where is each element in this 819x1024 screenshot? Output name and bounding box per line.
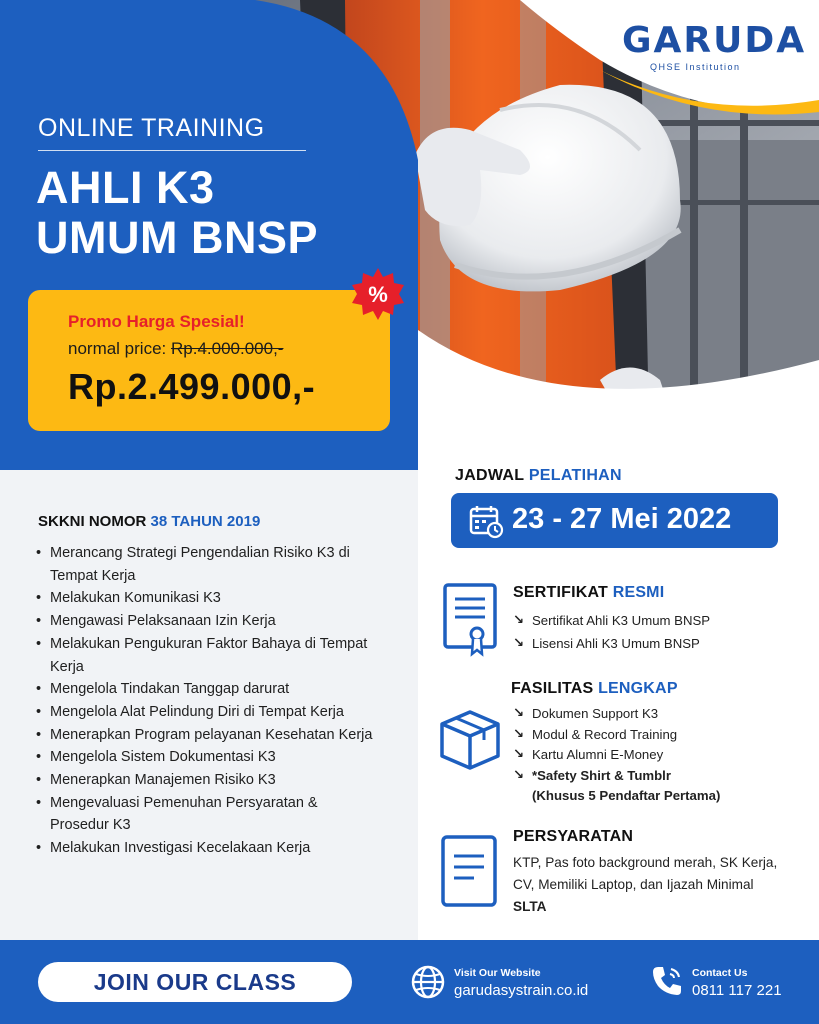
percent-badge-icon [350,266,406,322]
list-item: • Mengawasi Pelaksanaan Izin Kerja [36,610,376,633]
list-item: ↘ *Safety Shirt & Tumblr [513,766,720,787]
page-title [36,163,318,263]
list-item: • Menerapkan Program pelayanan Kesehatan Kerja [36,724,376,747]
logo-tagline: QHSE Institution [650,62,741,72]
calendar-icon [468,503,504,539]
logo-wordmark: GARUDA [622,20,807,61]
facilities-note: (Khusus 5 Pendaftar Pertama) [532,788,721,803]
certificate-heading [513,584,664,602]
schedule-heading-a: JADWAL [455,467,525,484]
phone-icon [650,964,684,998]
contact-label: Contact Us [692,967,748,979]
kicker: ONLINE TRAINING [38,114,265,142]
list-item: • Mengelola Sistem Dokumentasi K3 [36,746,376,769]
promo-label: Promo Harga Spesial! [68,312,245,331]
list-item: • Melakukan Pengukuran Faktor Bahaya di Tempat Kerja [36,633,376,678]
list-item: • Merancang Strategi Pengendalian Risiko K3 di Tempat Kerja [36,542,376,587]
list-item: ↘ Kartu Alumni E-Money [513,745,720,766]
list-item: ↘ Dokumen Support K3 [513,704,720,725]
skkni-title [38,513,260,530]
requirements-text-bold: SLTA [513,899,547,914]
list-item: ↘ Lisensi Ahli K3 Umum BNSP [513,632,710,655]
normal-price: Rp.4.000.000,- [170,339,284,358]
skkni-title-a: SKKNI NOMOR [38,513,147,530]
facilities-heading-a: FASILITAS [511,680,594,697]
list-item: ↘ Modul & Record Training [513,725,720,746]
certificate-heading-b: RESMI [612,584,665,601]
join-class-button[interactable]: JOIN OUR CLASS [38,962,352,1002]
document-icon [440,834,498,908]
list-item: • Menerapkan Manajemen Risiko K3 [36,769,376,792]
list-item: • Mengelola Tindakan Tanggap darurat [36,678,376,701]
requirements-text-body: KTP, Pas foto background merah, SK Kerja, CV, Memiliki Laptop, dan Ijazah Minimal [513,855,778,892]
percent-badge-text: % [368,282,388,307]
garuda-logo [622,20,807,76]
facilities-heading [511,680,678,698]
facilities-heading-b: LENGKAP [598,680,678,697]
facilities-list [513,704,720,807]
skkni-title-b: 38 TAHUN 2019 [150,513,261,530]
schedule-heading [455,467,622,485]
list-item: ↘ Sertifikat Ahli K3 Umum BNSP [513,609,710,632]
website-link[interactable]: garudasystrain.co.id [454,982,589,999]
certificate-heading-a: SERTIFIKAT [513,584,609,601]
list-item: • Mengelola Alat Pelindung Diri di Tempat Kerja [36,701,376,724]
list-item: • Melakukan Komunikasi K3 [36,587,376,610]
schedule-date: 23 - 27 Mei 2022 [512,503,732,535]
normal-price-line [68,339,283,359]
skkni-list [36,542,376,860]
website-label: Visit Our Website [454,967,541,979]
requirements-text [513,852,783,918]
certificate-list [513,609,710,655]
kicker-divider [38,150,306,151]
list-item: • Melakukan Investigasi Kecelakaan Kerja [36,837,376,860]
package-box-icon [438,708,502,772]
normal-price-prefix: normal price: [68,339,171,358]
contact-number[interactable]: 0811 117 221 [692,982,782,999]
title-line-2: UMUM BNSP [36,212,318,263]
list-item: • Mengevaluasi Pemenuhan Persyaratan & Prosedur K3 [36,792,376,837]
title-line-1: AHLI K3 [36,162,215,213]
schedule-heading-b: PELATIHAN [528,467,622,484]
promo-price: Rp.2.499.000,- [68,366,316,407]
globe-icon [410,964,446,1000]
certificate-icon [442,582,498,658]
requirements-heading: PERSYARATAN [513,828,634,845]
